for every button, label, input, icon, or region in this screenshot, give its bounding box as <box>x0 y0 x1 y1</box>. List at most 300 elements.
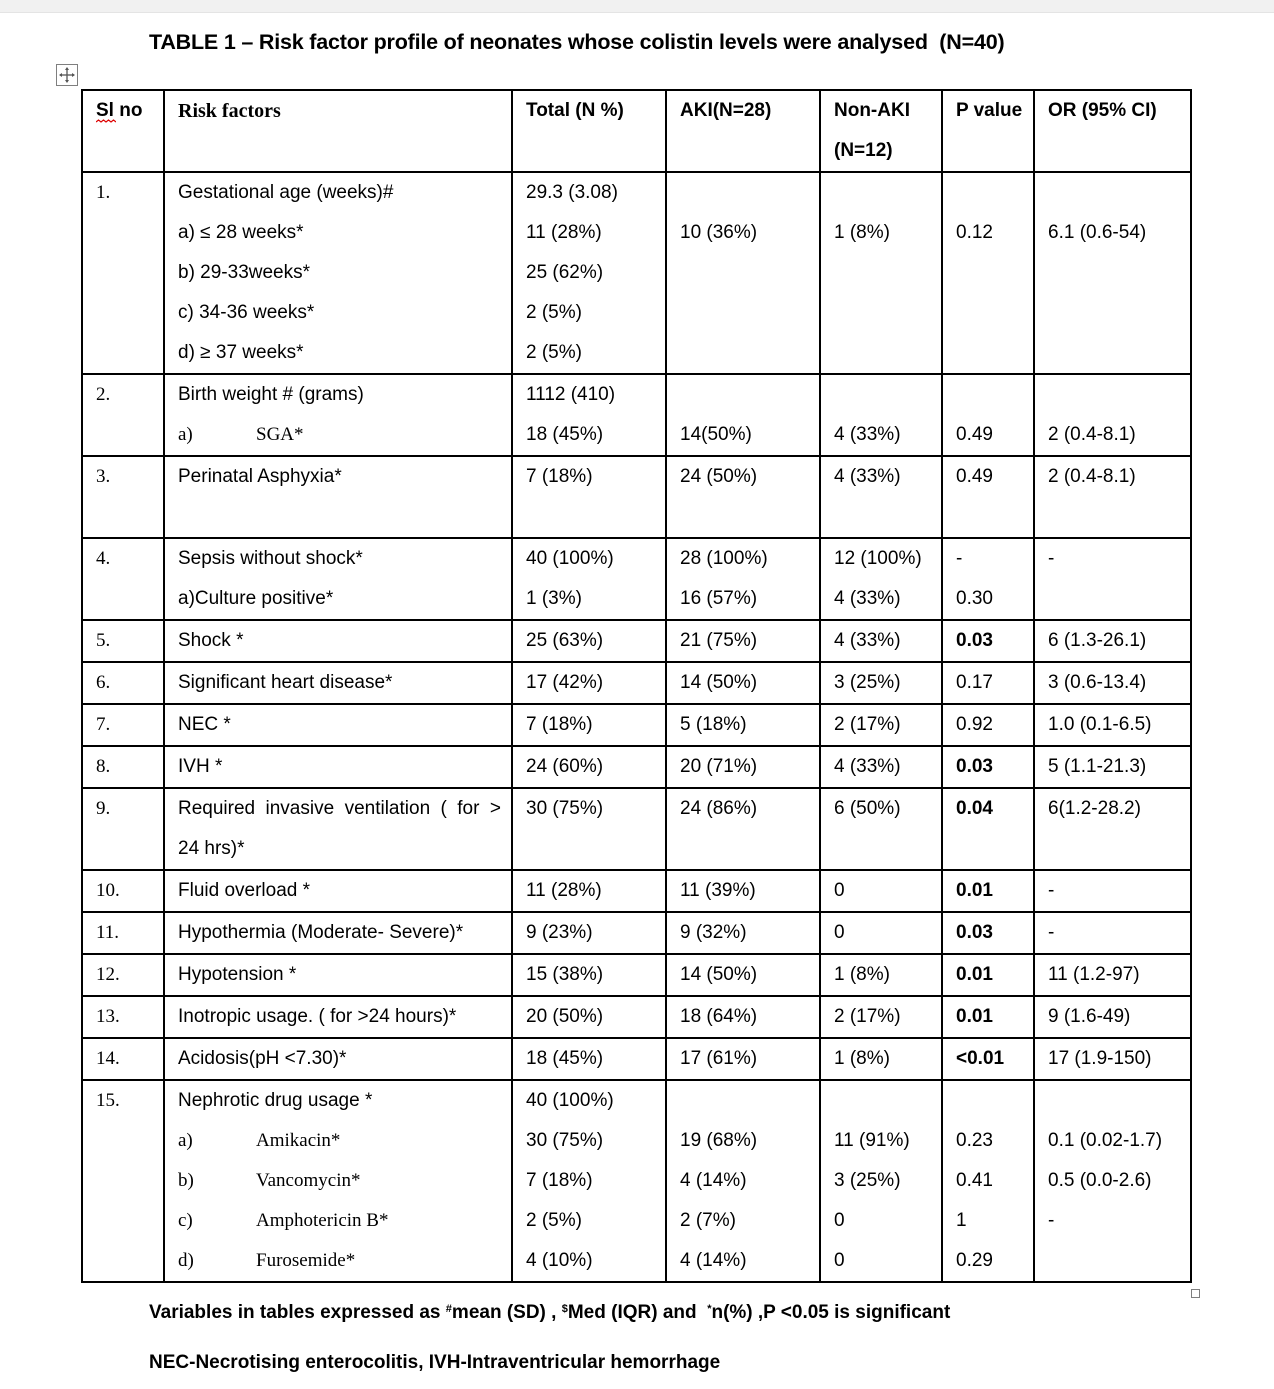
aki-value: 28 (100%) <box>680 548 768 569</box>
p-value: 0.29 <box>956 1250 993 1271</box>
aki-value: 10 (36%) <box>680 222 758 243</box>
cell-risk-factor <box>164 374 512 456</box>
table-row <box>82 456 1191 538</box>
cell-p <box>942 620 1034 662</box>
non-aki-value: 3 (25%) <box>834 672 901 693</box>
risk-factor-label: Shock * <box>178 630 244 651</box>
aki-value: 18 (64%) <box>680 1006 758 1027</box>
subitem-name: Furosemide* <box>256 1250 356 1271</box>
total-value: 17 (42%) <box>526 672 604 693</box>
or-value <box>1048 253 1190 293</box>
total-value: 29.3 (3.08) <box>526 182 618 203</box>
risk-factor-word: > <box>489 798 501 819</box>
cell-total <box>512 538 666 620</box>
table-row <box>82 374 1191 456</box>
cell-non-aki <box>820 870 942 912</box>
aki-value: 4 (14%) <box>680 1250 747 1271</box>
cell-sl-no <box>82 746 164 788</box>
table-row <box>82 1038 1191 1080</box>
cell-or <box>1034 870 1191 912</box>
risk-factor-table <box>81 89 1192 1283</box>
non-aki-value: 4 (33%) <box>834 630 901 651</box>
cell-risk-factor <box>164 172 512 374</box>
non-aki-value <box>834 1081 941 1121</box>
risk-factor-label <box>178 497 511 537</box>
total-value: 1112 (410) <box>526 384 616 405</box>
p-value <box>956 375 1033 415</box>
cell-p <box>942 746 1034 788</box>
cell-sl-no <box>82 870 164 912</box>
cell-aki <box>666 704 820 746</box>
cell-aki <box>666 1080 820 1282</box>
cell-or <box>1034 704 1191 746</box>
total-value: 18 (45%) <box>526 424 604 445</box>
cell-total <box>512 912 666 954</box>
p-value: 0.17 <box>956 672 993 693</box>
p-value: 0.41 <box>956 1170 993 1191</box>
risk-factor-label <box>178 789 511 829</box>
risk-factor-label: Sepsis without shock* <box>178 548 363 569</box>
cell-p <box>942 788 1034 870</box>
cell-p <box>942 912 1034 954</box>
aki-value: 19 (68%) <box>680 1130 758 1151</box>
cell-p <box>942 538 1034 620</box>
sl-no-text: 11. <box>96 922 120 943</box>
non-aki-value: 1 (8%) <box>834 964 890 985</box>
cell-or <box>1034 172 1191 374</box>
footnote-variables: Variables in tables expressed as #mean (SD) , $Med (IQR) and *n(%) ,P <0.05 is significant <box>149 1302 951 1323</box>
table-row <box>82 662 1191 704</box>
aki-value <box>680 375 819 415</box>
p-value: 0.23 <box>956 1130 993 1151</box>
cell-risk-factor <box>164 996 512 1038</box>
non-aki-value <box>834 375 941 415</box>
total-value: 30 (75%) <box>526 798 604 819</box>
or-value: - <box>1048 880 1055 901</box>
risk-factor-label: NEC * <box>178 714 231 735</box>
cell-non-aki <box>820 1038 942 1080</box>
or-value <box>1048 497 1190 537</box>
aki-value: 14(50%) <box>680 424 752 445</box>
cell-risk-factor <box>164 704 512 746</box>
risk-factor-label: 24 hrs)* <box>178 838 245 859</box>
p-value: 0.03 <box>956 630 993 651</box>
cell-non-aki <box>820 374 942 456</box>
table-row <box>82 954 1191 996</box>
cell-non-aki <box>820 620 942 662</box>
total-value: 4 (10%) <box>526 1250 593 1271</box>
cell-sl-no <box>82 912 164 954</box>
header-total: Total (N %) <box>512 90 666 172</box>
or-value: - <box>1048 548 1055 569</box>
total-value: 11 (28%) <box>526 222 602 243</box>
subitem-name: Amphotericin B* <box>256 1210 389 1231</box>
sl-no-text: 3. <box>96 466 111 487</box>
risk-factor-word: invasive <box>265 798 335 819</box>
risk-factor-label: Fluid overload * <box>178 880 311 901</box>
cell-p <box>942 870 1034 912</box>
or-value: 5 (1.1-21.3) <box>1048 756 1147 777</box>
or-value: 0.1 (0.02-1.7) <box>1048 1130 1163 1151</box>
risk-factor-label: Hypothermia (Moderate- Severe)* <box>178 922 464 943</box>
total-value: 20 (50%) <box>526 1006 604 1027</box>
window-top-bar <box>0 0 1274 13</box>
non-aki-value: 4 (33%) <box>834 424 901 445</box>
table-row <box>82 620 1191 662</box>
p-value: 0.01 <box>956 880 993 901</box>
cell-non-aki <box>820 954 942 996</box>
p-value <box>956 829 1033 869</box>
aki-value: 5 (18%) <box>680 714 747 735</box>
cell-sl-no <box>82 996 164 1038</box>
subitem-letter: a) <box>178 424 193 445</box>
risk-factor-label: Gestational age (weeks)# <box>178 182 394 203</box>
subitem-letter: c) <box>178 1210 193 1231</box>
cell-aki <box>666 456 820 538</box>
aki-value: 11 (39%) <box>680 880 756 901</box>
total-value: 24 (60%) <box>526 756 604 777</box>
or-value <box>1048 333 1190 373</box>
cell-p <box>942 374 1034 456</box>
table-move-handle-icon[interactable] <box>56 64 78 86</box>
cell-aki <box>666 746 820 788</box>
cell-sl-no <box>82 788 164 870</box>
cell-or <box>1034 374 1191 456</box>
non-aki-value: 1 (8%) <box>834 1048 890 1069</box>
non-aki-value: 0 <box>834 922 845 943</box>
cell-total <box>512 374 666 456</box>
p-value: 0.01 <box>956 1006 993 1027</box>
cell-sl-no <box>82 1038 164 1080</box>
sl-no-text: 14. <box>96 1048 120 1069</box>
non-aki-value: 2 (17%) <box>834 714 901 735</box>
non-aki-value: 4 (33%) <box>834 466 901 487</box>
subitem-letter: a) <box>178 1130 193 1151</box>
cell-aki <box>666 954 820 996</box>
cell-p <box>942 1038 1034 1080</box>
cell-sl-no <box>82 662 164 704</box>
risk-factor-label: b) 29-33weeks* <box>178 262 311 283</box>
p-value: - <box>956 548 963 569</box>
risk-factor-label: IVH * <box>178 756 223 777</box>
risk-factor-subitem <box>178 1201 511 1241</box>
total-value: 2 (5%) <box>526 342 582 363</box>
sl-no-text: 13. <box>96 1006 120 1027</box>
cell-or <box>1034 788 1191 870</box>
cell-aki <box>666 374 820 456</box>
total-value: 9 (23%) <box>526 922 593 943</box>
cell-risk-factor <box>164 788 512 870</box>
total-value <box>526 829 665 869</box>
non-aki-value: 0 <box>834 1250 845 1271</box>
cell-aki <box>666 788 820 870</box>
sl-no-text: 15. <box>96 1090 120 1111</box>
non-aki-value: 3 (25%) <box>834 1170 901 1191</box>
cell-risk-factor <box>164 456 512 538</box>
non-aki-value: 11 (91%) <box>834 1130 910 1151</box>
total-value <box>526 497 665 537</box>
total-value: 25 (63%) <box>526 630 604 651</box>
cell-total <box>512 954 666 996</box>
total-value: 2 (5%) <box>526 302 582 323</box>
risk-factor-subitem <box>178 1121 511 1161</box>
header-risk-factors: Risk factors <box>164 90 512 172</box>
non-aki-value: 0 <box>834 1210 845 1231</box>
or-value: 0.5 (0.0-2.6) <box>1048 1170 1152 1191</box>
p-value: 0.12 <box>956 222 993 243</box>
risk-factor-label: a) ≤ 28 weeks* <box>178 222 304 243</box>
non-aki-value <box>834 333 941 373</box>
cell-or <box>1034 954 1191 996</box>
header-or: OR (95% CI) <box>1034 90 1191 172</box>
cell-total <box>512 746 666 788</box>
cell-sl-no <box>82 620 164 662</box>
risk-factor-label: Inotropic usage. ( for >24 hours)* <box>178 1006 457 1027</box>
table-row <box>82 1080 1191 1282</box>
non-aki-value: 1 (8%) <box>834 222 890 243</box>
non-aki-value <box>834 253 941 293</box>
table-row <box>82 704 1191 746</box>
cell-p <box>942 704 1034 746</box>
total-value: 25 (62%) <box>526 262 604 283</box>
cell-or <box>1034 996 1191 1038</box>
subitem-name: SGA* <box>256 424 304 445</box>
p-value: 0.30 <box>956 588 993 609</box>
table-row <box>82 788 1191 870</box>
cell-p <box>942 954 1034 996</box>
sl-no-text: 9. <box>96 798 111 819</box>
risk-factor-word: ( <box>440 798 447 819</box>
table-row <box>82 912 1191 954</box>
total-value: 1 (3%) <box>526 588 582 609</box>
aki-value <box>680 497 819 537</box>
aki-value: 21 (75%) <box>680 630 758 651</box>
cell-risk-factor <box>164 538 512 620</box>
cell-p <box>942 456 1034 538</box>
or-value: 2 (0.4-8.1) <box>1048 424 1136 445</box>
aki-value: 9 (32%) <box>680 922 747 943</box>
header-p-value: P value <box>942 90 1034 172</box>
cell-total <box>512 1080 666 1282</box>
cell-risk-factor <box>164 1080 512 1282</box>
p-value <box>956 1081 1033 1121</box>
aki-value: 24 (86%) <box>680 798 758 819</box>
cell-sl-no <box>82 374 164 456</box>
subitem-letter: b) <box>178 1170 194 1191</box>
or-value: 17 (1.9-150) <box>1048 1048 1152 1069</box>
cell-p <box>942 662 1034 704</box>
or-value: 3 (0.6-13.4) <box>1048 672 1147 693</box>
sl-no-text: 10. <box>96 880 120 901</box>
sl-no-text: 6. <box>96 672 111 693</box>
non-aki-value <box>834 829 941 869</box>
or-value: 6 (1.3-26.1) <box>1048 630 1147 651</box>
cell-non-aki <box>820 704 942 746</box>
aki-value <box>680 1081 819 1121</box>
risk-factor-subitem <box>178 415 511 455</box>
cell-sl-no <box>82 1080 164 1282</box>
or-value <box>1048 1241 1190 1281</box>
cell-non-aki <box>820 538 942 620</box>
cell-total <box>512 662 666 704</box>
total-value: 18 (45%) <box>526 1048 604 1069</box>
cell-or <box>1034 456 1191 538</box>
sl-no-text: 4. <box>96 548 111 569</box>
cell-total <box>512 996 666 1038</box>
or-value <box>1048 579 1190 619</box>
cell-p <box>942 996 1034 1038</box>
or-value <box>1048 173 1190 213</box>
non-aki-value: 6 (50%) <box>834 798 901 819</box>
non-aki-value <box>834 173 941 213</box>
cell-or <box>1034 620 1191 662</box>
aki-value: 2 (7%) <box>680 1210 736 1231</box>
risk-factor-label: Birth weight # (grams) <box>178 384 364 405</box>
cell-non-aki <box>820 788 942 870</box>
cell-sl-no <box>82 456 164 538</box>
sl-no-text: 7. <box>96 714 111 735</box>
cell-aki <box>666 538 820 620</box>
or-value: - <box>1048 1210 1055 1231</box>
cell-total <box>512 788 666 870</box>
p-value: 0.49 <box>956 466 993 487</box>
cell-total <box>512 620 666 662</box>
p-value: 0.01 <box>956 964 993 985</box>
cell-risk-factor <box>164 620 512 662</box>
header-sl-no: Sl no <box>82 90 164 172</box>
table-row <box>82 996 1191 1038</box>
aki-value: 4 (14%) <box>680 1170 747 1191</box>
p-value: 0.49 <box>956 424 993 445</box>
cell-non-aki <box>820 912 942 954</box>
p-value: 0.92 <box>956 714 993 735</box>
aki-value: 20 (71%) <box>680 756 758 777</box>
total-value: 40 (100%) <box>526 1090 614 1111</box>
risk-factor-label: Acidosis(pH <7.30)* <box>178 1048 347 1069</box>
cell-sl-no <box>82 704 164 746</box>
p-value <box>956 293 1033 333</box>
risk-factor-word: for <box>457 798 480 819</box>
footnote-abbreviations: NEC-Necrotising enterocolitis, IVH-Intraventricular hemorrhage <box>149 1352 721 1373</box>
aki-value: 14 (50%) <box>680 672 758 693</box>
sl-no-text: 8. <box>96 756 111 777</box>
total-value: 40 (100%) <box>526 548 614 569</box>
cell-risk-factor <box>164 954 512 996</box>
risk-factor-subitem <box>178 1161 511 1201</box>
risk-factor-subitem <box>178 1241 511 1281</box>
sl-no-text: 5. <box>96 630 111 651</box>
risk-factor-label: Hypotension * <box>178 964 297 985</box>
or-value <box>1048 293 1190 333</box>
aki-value <box>680 173 819 213</box>
cell-total <box>512 456 666 538</box>
table-header-row <box>82 90 1191 172</box>
aki-value: 24 (50%) <box>680 466 758 487</box>
cell-total <box>512 1038 666 1080</box>
table-resize-handle-icon[interactable] <box>1191 1289 1200 1298</box>
or-value: 11 (1.2-97) <box>1048 964 1140 985</box>
risk-factor-label: d) ≥ 37 weeks* <box>178 342 304 363</box>
risk-factor-label: Significant heart disease* <box>178 672 393 693</box>
spellcheck-underline-icon <box>96 119 116 124</box>
non-aki-value: 4 (33%) <box>834 756 901 777</box>
or-value: 9 (1.6-49) <box>1048 1006 1131 1027</box>
or-value <box>1048 829 1190 869</box>
cell-non-aki <box>820 172 942 374</box>
table-row <box>82 538 1191 620</box>
cell-aki <box>666 172 820 374</box>
p-value: 1 <box>956 1210 967 1231</box>
cell-total <box>512 172 666 374</box>
non-aki-value: 2 (17%) <box>834 1006 901 1027</box>
cell-aki <box>666 620 820 662</box>
header-non-aki: Non-AKI (N=12) <box>820 90 942 172</box>
aki-value: 14 (50%) <box>680 964 758 985</box>
table-row <box>82 172 1191 374</box>
or-value: 6.1 (0.6-54) <box>1048 222 1147 243</box>
non-aki-value <box>834 293 941 333</box>
cell-p <box>942 172 1034 374</box>
cell-or <box>1034 1080 1191 1282</box>
risk-factor-label: c) 34-36 weeks* <box>178 302 315 323</box>
or-value: 2 (0.4-8.1) <box>1048 466 1136 487</box>
aki-value <box>680 829 819 869</box>
total-value: 11 (28%) <box>526 880 602 901</box>
subitem-letter: d) <box>178 1250 194 1271</box>
sl-no-text: 12. <box>96 964 120 985</box>
total-value: 30 (75%) <box>526 1130 604 1151</box>
table-row <box>82 870 1191 912</box>
table-row <box>82 746 1191 788</box>
sl-no-text: 2. <box>96 384 111 405</box>
cell-sl-no <box>82 172 164 374</box>
table-title: TABLE 1 – Risk factor profile of neonates whose colistin levels were analysed (N=40) <box>149 30 1005 54</box>
cell-or <box>1034 662 1191 704</box>
or-value <box>1048 1081 1190 1121</box>
cell-total <box>512 870 666 912</box>
p-value: 0.03 <box>956 922 993 943</box>
total-value: 2 (5%) <box>526 1210 582 1231</box>
cell-aki <box>666 870 820 912</box>
total-value: 7 (18%) <box>526 714 593 735</box>
subitem-name: Vancomycin* <box>256 1170 361 1191</box>
cell-non-aki <box>820 456 942 538</box>
cell-aki <box>666 1038 820 1080</box>
cell-aki <box>666 912 820 954</box>
cell-sl-no <box>82 954 164 996</box>
cell-risk-factor <box>164 1038 512 1080</box>
cell-or <box>1034 746 1191 788</box>
aki-value <box>680 333 819 373</box>
aki-value <box>680 253 819 293</box>
p-value <box>956 173 1033 213</box>
p-value <box>956 497 1033 537</box>
risk-factor-word: Required <box>178 798 256 819</box>
or-value: 1.0 (0.1-6.5) <box>1048 714 1152 735</box>
aki-value: 17 (61%) <box>680 1048 758 1069</box>
cell-aki <box>666 996 820 1038</box>
cell-risk-factor <box>164 870 512 912</box>
risk-factor-label: Nephrotic drug usage * <box>178 1090 373 1111</box>
cell-or <box>1034 538 1191 620</box>
p-value: 0.03 <box>956 756 993 777</box>
header-aki: AKI(N=28) <box>666 90 820 172</box>
sl-no-text: 1. <box>96 182 111 203</box>
or-value: - <box>1048 922 1055 943</box>
non-aki-value <box>834 497 941 537</box>
p-value <box>956 333 1033 373</box>
cell-risk-factor <box>164 912 512 954</box>
